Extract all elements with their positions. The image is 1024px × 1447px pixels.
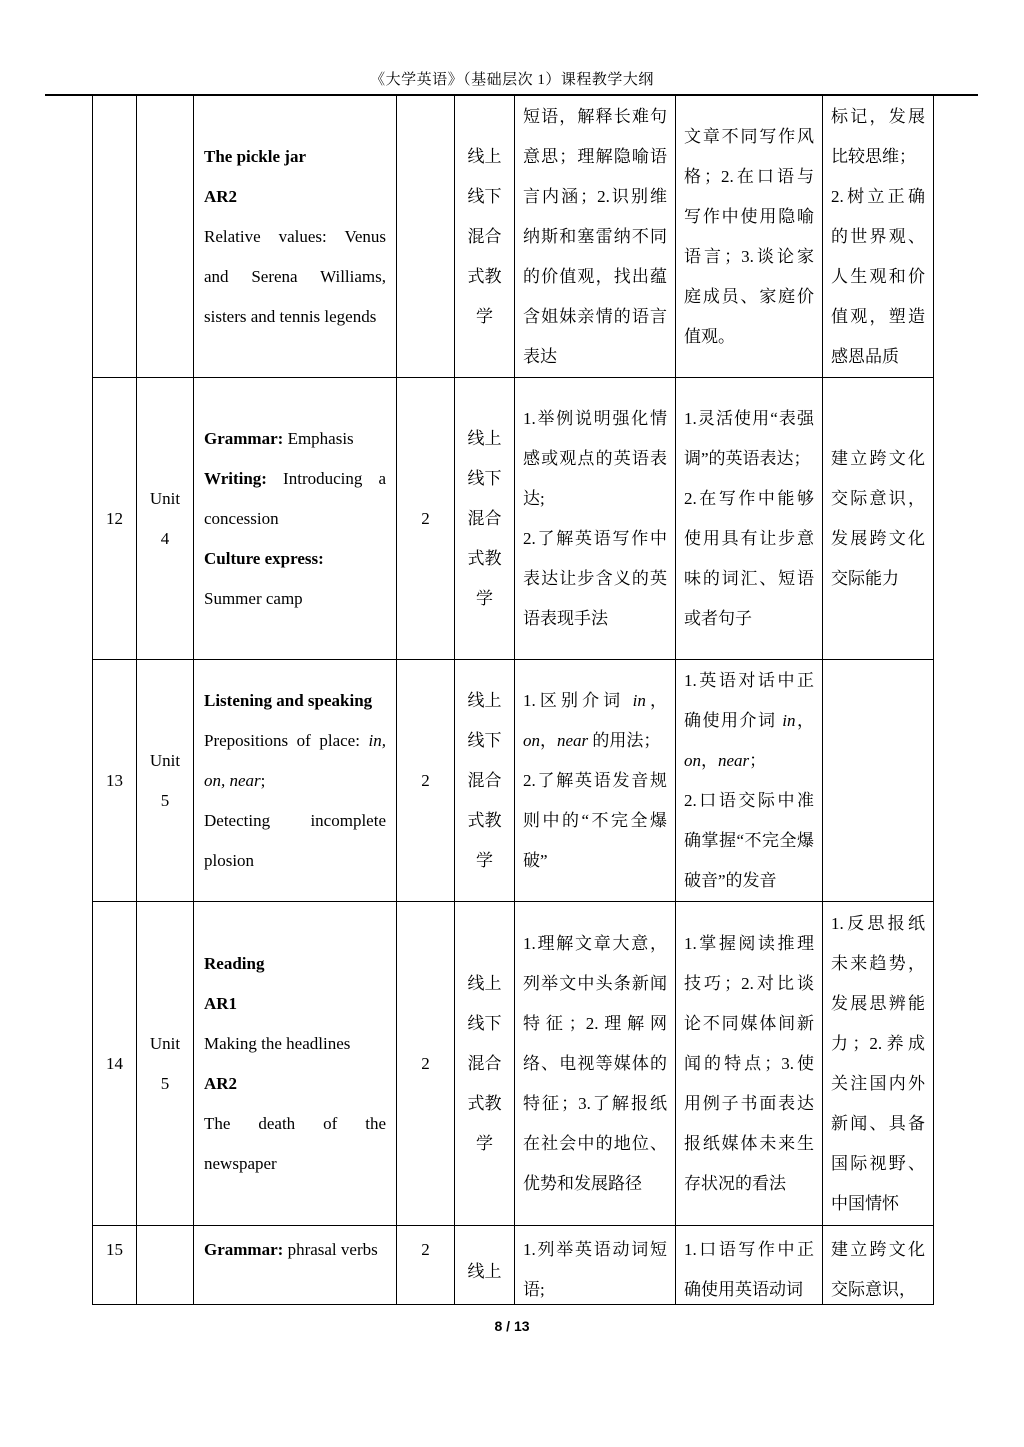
hours-cell <box>397 96 455 378</box>
outcomes-cell: 1.掌握阅读推理技巧；2.对比谈论不同媒体间新闻的特点；3.使用例子书面表达报纸媒体未来生存状况的看法 <box>676 902 823 1226</box>
content-cell: Grammar: Emphasis Writing: Introducing a concession Culture express: Summer camp <box>194 378 397 660</box>
content-cell: Listening and speaking Prepositions of place: in, on, near; Detecting incomplete plosion <box>194 660 397 902</box>
unit-number: 4 <box>160 528 170 548</box>
row-number-cell: 14 <box>93 902 137 1226</box>
objectives-cell: 1.举例说明强化情感或观点的英语表达; 2.了解英语写作中表达让步含义的英语表现手法 <box>515 378 676 660</box>
outcomes-cell: 1.英语对话中正确使用介词 in，on，near； 2.口语交际中准确掌握“不完全爆破音”的发音 <box>676 660 823 902</box>
objectives-cell: 1.理解文章大意，列举文中头条新闻特征；2.理解网络、电视等媒体的特征；3.了解报纸在社会中的地位、优势和发展路径 <box>515 902 676 1226</box>
unit-label: Unit <box>149 750 181 770</box>
unit-cell <box>137 660 194 902</box>
syllabus-table <box>92 96 935 1305</box>
values-cell: 1.反思报纸未来趋势，发展思辨能力；2.养成关注国内外新闻、具备国际视野、中国情怀 <box>823 902 934 1226</box>
hours-cell: 2 <box>397 1226 455 1305</box>
row-number-cell <box>93 96 137 378</box>
unit-label: Unit <box>149 1033 181 1053</box>
outcomes-cell: 1.灵活使用“表强调”的英语表达； 2.在写作中能够使用具有让步意味的词汇、短语或者句子 <box>676 378 823 660</box>
hours-cell: 2 <box>397 660 455 902</box>
unit-label: Unit <box>149 488 181 508</box>
row-number-cell: 12 <box>93 378 137 660</box>
unit-number: 5 <box>160 1073 170 1093</box>
outcomes-cell: 1.口语写作中正确使用英语动词 <box>676 1226 823 1305</box>
row-number-cell: 13 <box>93 660 137 902</box>
unit-cell <box>137 1226 194 1305</box>
objectives-cell: 短语，解释长难句意思；理解隐喻语言内涵；2.识别维纳斯和塞雷纳不同的价值观，找出蕴含姐妹亲情的语言表达 <box>515 96 676 378</box>
page-number: 8 / 13 <box>494 1318 530 1334</box>
mode-cell: 线上 <box>455 1226 515 1305</box>
content-cell: The pickle jar AR2 Relative values: Venus and Serena Williams, sisters and tennis legends <box>194 96 397 378</box>
values-cell: 标记，发展比较思维； 2.树立正确的世界观、人生观和价值观，塑造感恩品质 <box>823 96 934 378</box>
unit-cell <box>137 902 194 1226</box>
content-cell: Grammar: phrasal verbs <box>194 1226 397 1305</box>
values-cell: 建立跨文化交际意识， <box>823 1226 934 1305</box>
row-number-cell: 15 <box>93 1226 137 1305</box>
values-cell <box>823 660 934 902</box>
mode-cell: 线上线下混合式教学 <box>455 378 515 660</box>
unit-number: 5 <box>160 790 170 810</box>
hours-cell: 2 <box>397 902 455 1226</box>
outcomes-cell: 文章不同写作风格；2.在口语与写作中使用隐喻语言；3.谈论家庭成员、家庭价值观。 <box>676 96 823 378</box>
page-title: 《大学英语》（基础层次 1）课程教学大纲 <box>370 72 654 88</box>
mode-cell: 线上线下混合式教学 <box>455 660 515 902</box>
values-cell: 建立跨文化交际意识，发展跨文化交际能力 <box>823 378 934 660</box>
content-cell: Reading AR1 Making the headlines AR2 The death of the newspaper <box>194 902 397 1226</box>
unit-cell <box>137 378 194 660</box>
mode-cell: 线上线下混合式教学 <box>455 96 515 378</box>
unit-cell <box>137 96 194 378</box>
hours-cell: 2 <box>397 378 455 660</box>
objectives-cell: 1.区别介词 in，on，near 的用法； 2.了解英语发音规则中的“不完全爆破” <box>515 660 676 902</box>
mode-cell: 线上线下混合式教学 <box>455 902 515 1226</box>
objectives-cell: 1.列举英语动词短语; <box>515 1226 676 1305</box>
